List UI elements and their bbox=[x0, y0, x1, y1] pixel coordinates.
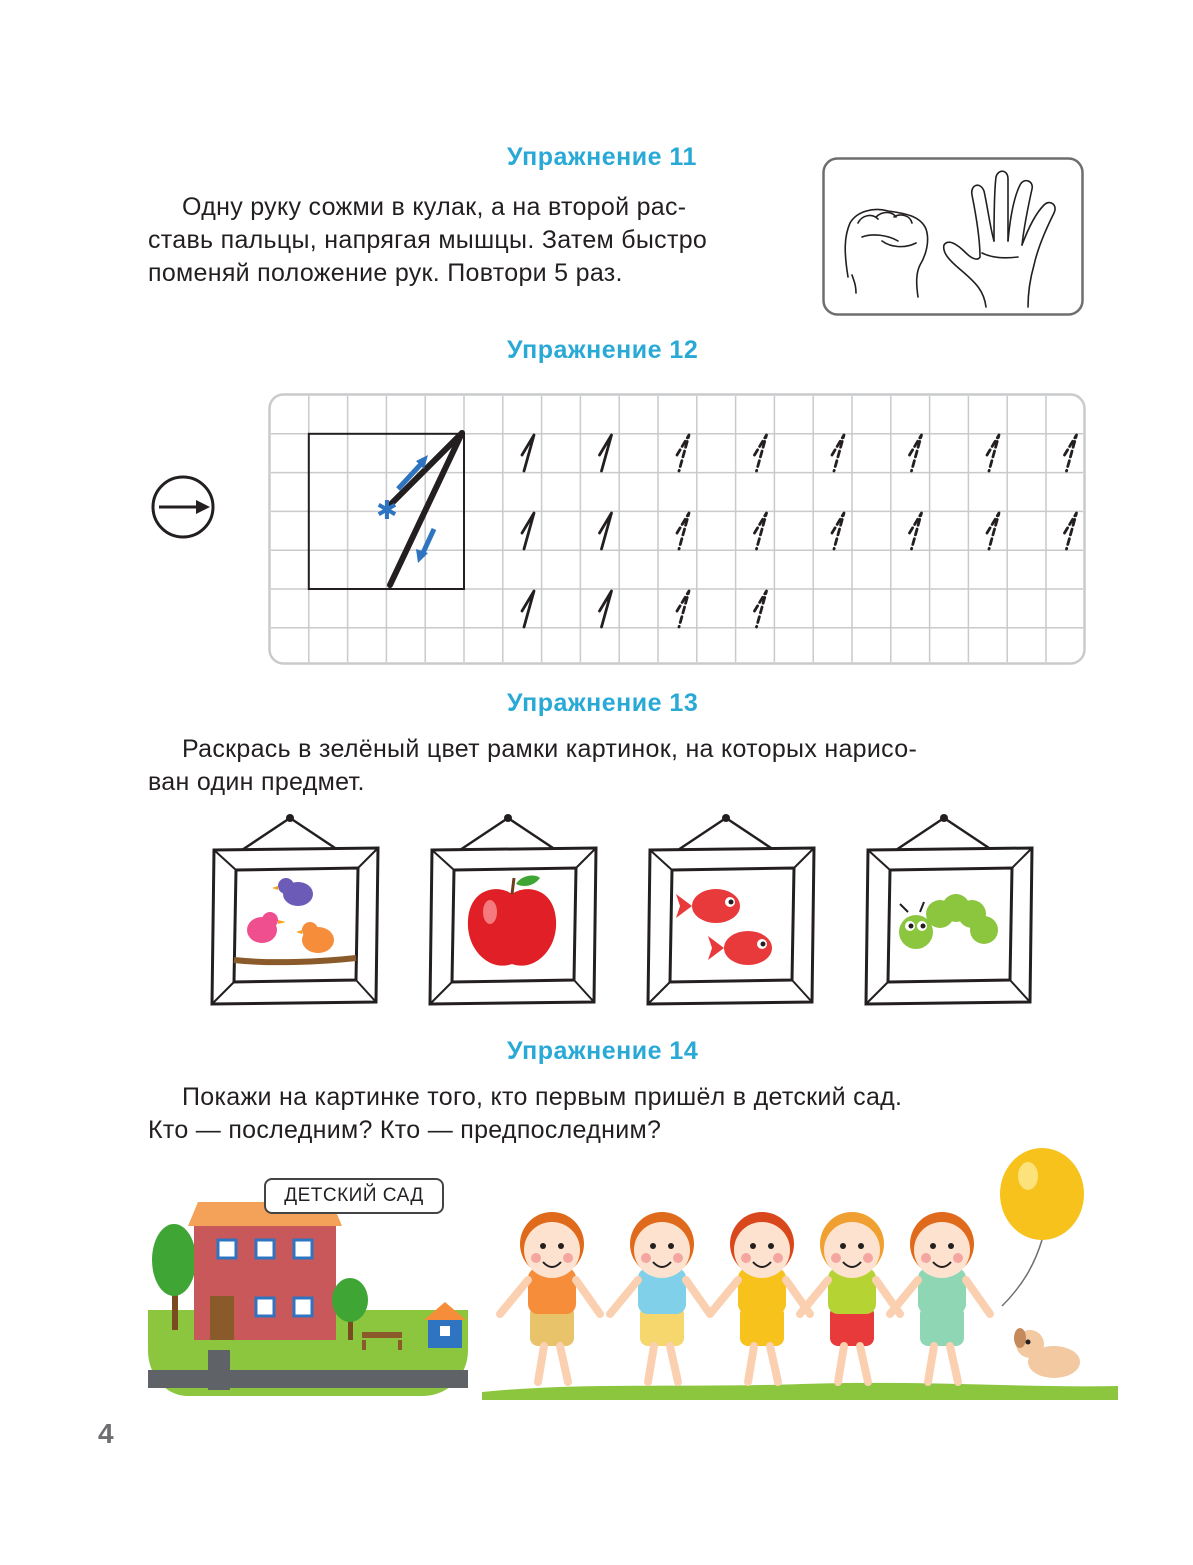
frame-birds bbox=[212, 814, 378, 1004]
exercise-14-title: Упражнение 14 bbox=[507, 1037, 699, 1065]
small-house-icon bbox=[424, 1302, 466, 1348]
kindergarten-sign: ДЕТСКИЙ САД bbox=[264, 1178, 444, 1214]
direction-arrow-icon bbox=[150, 474, 216, 540]
frame-apple bbox=[430, 814, 596, 1004]
child-figure bbox=[610, 1212, 710, 1382]
exercise-11-text bbox=[148, 191, 790, 290]
balloon-icon bbox=[1000, 1148, 1084, 1306]
frame-caterpillar bbox=[866, 814, 1032, 1004]
exercise-13-line-1: Раскрась в зелёный цвет рамки картинок, на которых нарисо- bbox=[182, 735, 918, 763]
page-number: 4 bbox=[98, 1418, 114, 1449]
child-figure bbox=[500, 1212, 600, 1382]
exercise-12-title: Упражнение 12 bbox=[507, 336, 699, 364]
svg-text:✱: ✱ bbox=[376, 496, 398, 526]
child-figure bbox=[890, 1212, 990, 1382]
exercise-11-title: Упражнение 11 bbox=[507, 143, 697, 171]
exercise-11-line-3: поменяй положение рук. Повтори 5 раз. bbox=[148, 259, 623, 287]
exercise-11-line-1: Одну руку сожми в кулак, а на второй рас- bbox=[182, 193, 687, 221]
frame-fish bbox=[648, 814, 814, 1004]
children-illustration bbox=[482, 1146, 1118, 1400]
hands-illustration bbox=[822, 157, 1084, 316]
exercise-14-line-1: Покажи на картинке того, кто первым пришёл в детский сад. bbox=[182, 1083, 903, 1111]
exercise-11-line-2: ставь пальцы, напрягая мышцы. Затем быстро bbox=[148, 226, 708, 254]
exercise-13-text bbox=[148, 733, 1084, 799]
puppy-icon bbox=[1014, 1328, 1080, 1378]
child-figure bbox=[710, 1212, 810, 1382]
child-figure bbox=[800, 1212, 900, 1382]
building-icon bbox=[188, 1202, 342, 1340]
kindergarten-illustration bbox=[148, 1200, 468, 1396]
exercise-13-line-2: ван один предмет. bbox=[148, 768, 365, 796]
exercise-14-text bbox=[148, 1081, 1084, 1147]
writing-grid bbox=[268, 393, 1086, 665]
children-group-icon bbox=[500, 1212, 1080, 1382]
picture-frames bbox=[200, 812, 1050, 1012]
exercise-13-title: Упражнение 13 bbox=[507, 689, 699, 717]
exercise-14-line-2: Кто — последним? Кто — предпоследним? bbox=[148, 1116, 662, 1144]
